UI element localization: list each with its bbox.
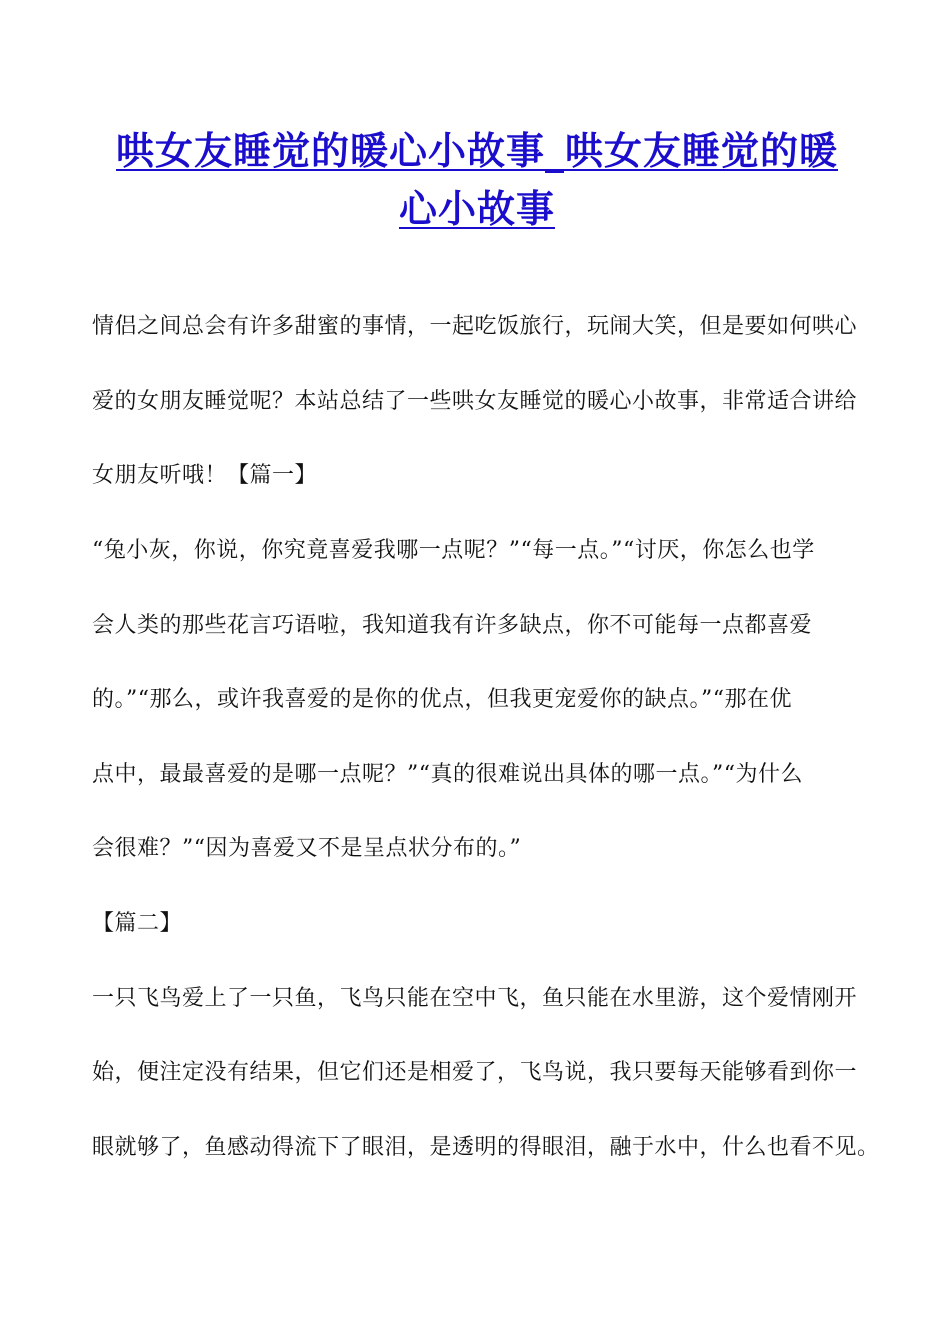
body-text-line: “兔小灰，你说，你究竟喜爱我哪一点呢？”“每一点。”“讨厌，你怎么也学 [92, 538, 815, 563]
body-text-line: 眼就够了，鱼感动得流下了眼泪，是透明的得眼泪，融于水中，什么也看不见。 [92, 1135, 880, 1160]
body-text-line: 会人类的那些花言巧语啦，我知道我有许多缺点，你不可能每一点都喜爱 [92, 613, 813, 638]
body-text-line: 始，便注定没有结果，但它们还是相爱了，飞鸟说，我只要每天能够看到你一 [92, 1060, 858, 1085]
document-title-link[interactable] [92, 122, 862, 238]
body-text-line: 爱的女朋友睡觉呢？本站总结了一些哄女友睡觉的暖心小故事，非常适合讲给 [92, 389, 858, 414]
title-line-2: 心小故事 [398, 186, 555, 231]
section-heading: 【篇二】 [92, 911, 183, 936]
body-text-line: 一只飞鸟爱上了一只鱼，飞鸟只能在空中飞，鱼只能在水里游，这个爱情刚开 [92, 986, 858, 1011]
body-text-line: 会很难？”“因为喜爱又不是呈点状分布的。” [92, 836, 522, 861]
body-text-line: 点中，最最喜爱的是哪一点呢？”“真的很难说出具体的哪一点。”“为什么 [92, 762, 803, 787]
body-text-line: 情侣之间总会有许多甜蜜的事情，一起吃饭旅行，玩闹大笑，但是要如何哄心 [92, 314, 858, 339]
title-line-1: 哄女友睡觉的暖心小故事_哄女友睡觉的暖 [115, 128, 838, 173]
body-text-line: 的。”“那么，或许我喜爱的是你的优点，但我更宠爱你的缺点。”“那在优 [92, 687, 792, 712]
body-text-line: 女朋友听哦！【篇一】 [92, 463, 318, 488]
